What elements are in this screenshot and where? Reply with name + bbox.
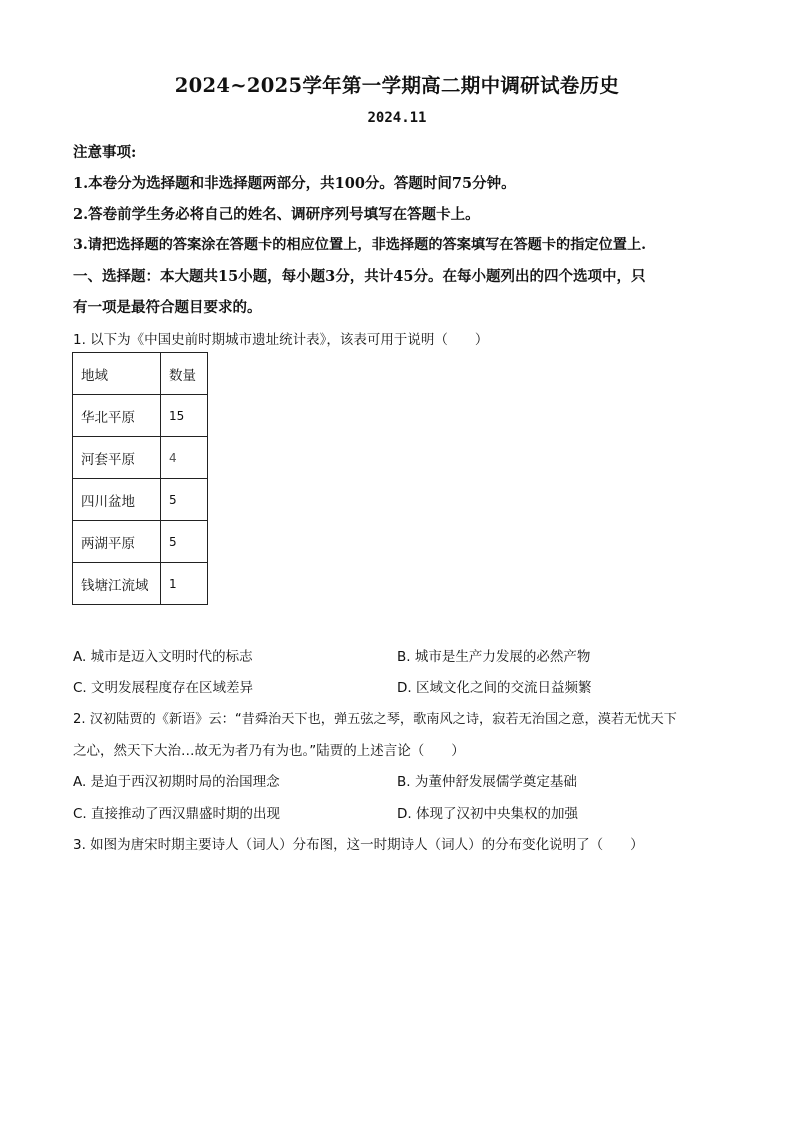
exam-date: 2024.11: [367, 110, 427, 126]
table-row: [73, 563, 208, 605]
exam-title: 2024~2025学年第一学期高二期中调研试卷历史: [174, 74, 620, 97]
table-cell-count: 5: [161, 479, 208, 521]
table-cell-count: 5: [161, 521, 208, 563]
table-cell-region: 四川盆地: [73, 479, 161, 521]
question-1-option-b: B. 城市是生产力发展的必然产物: [397, 649, 591, 665]
notice-item-2: 2.答卷前学生务必将自己的姓名、调研序列号填写在答题卡上。: [73, 206, 480, 223]
table-cell-count: 4: [161, 437, 208, 479]
question-1-option-a: A. 城市是迈入文明时代的标志: [73, 649, 253, 665]
notice-heading: 注意事项:: [73, 144, 137, 161]
table-row: [73, 395, 208, 437]
table-cell-count: 1: [161, 563, 208, 605]
question-1-stem: 1. 以下为《中国史前时期城市遗址统计表》，该表可用于说明（ ）: [73, 332, 489, 348]
table-row: [73, 479, 208, 521]
question-1-option-c: C. 文明发展程度存在区域差异: [73, 680, 254, 696]
question-2-stem-line-2: 之心，然天下大治…故无为者乃有为也。”陆贾的上述言论（ ）: [73, 743, 465, 759]
table-row: [73, 437, 208, 479]
notice-item-1: 1.本卷分为选择题和非选择题两部分，共100分。答题时间75分钟。: [73, 175, 516, 192]
question-3-stem: 3. 如图为唐宋时期主要诗人（词人）分布图，这一时期诗人（词人）的分布变化说明了（ ）: [73, 837, 644, 853]
table-header-cell: 地域: [73, 353, 161, 395]
question-2-option-c: C. 直接推动了西汉鼎盛时期的出现: [73, 806, 281, 822]
question-2-option-a: A. 是迫于西汉初期时局的治国理念: [73, 774, 280, 790]
section-instruction-line-1: 一、选择题：本大题共15小题，每小题3分，共计45分。在每小题列出的四个选项中，只: [73, 268, 646, 285]
question-2-option-d: D. 体现了汉初中央集权的加强: [397, 806, 578, 822]
question-2-stem-line-1: 2. 汉初陆贾的《新语》云：“昔舜治天下也，弹五弦之琴，歌南风之诗，寂若无治国之意，漠若无忧天下: [73, 712, 677, 727]
table-cell-region: 河套平原: [73, 437, 161, 479]
notice-item-3: 3.请把选择题的答案涂在答题卡的相应位置上，非选择题的答案填写在答题卡的指定位置上.: [73, 237, 647, 253]
table-header-cell: 数量: [161, 353, 208, 395]
table-cell-region: 华北平原: [73, 395, 161, 437]
table-cell-region: 两湖平原: [73, 521, 161, 563]
city-site-table: [72, 352, 208, 605]
table-header-row: [73, 353, 208, 395]
table-row: [73, 521, 208, 563]
table-cell-region: 钱塘江流域: [73, 563, 161, 605]
question-2-option-b: B. 为董仲舒发展儒学奠定基础: [397, 774, 577, 790]
section-instruction-line-2: 有一项是最符合题目要求的。: [73, 299, 262, 316]
question-1-option-d: D. 区域文化之间的交流日益频繁: [397, 680, 592, 696]
table-cell-count: 15: [161, 395, 208, 437]
